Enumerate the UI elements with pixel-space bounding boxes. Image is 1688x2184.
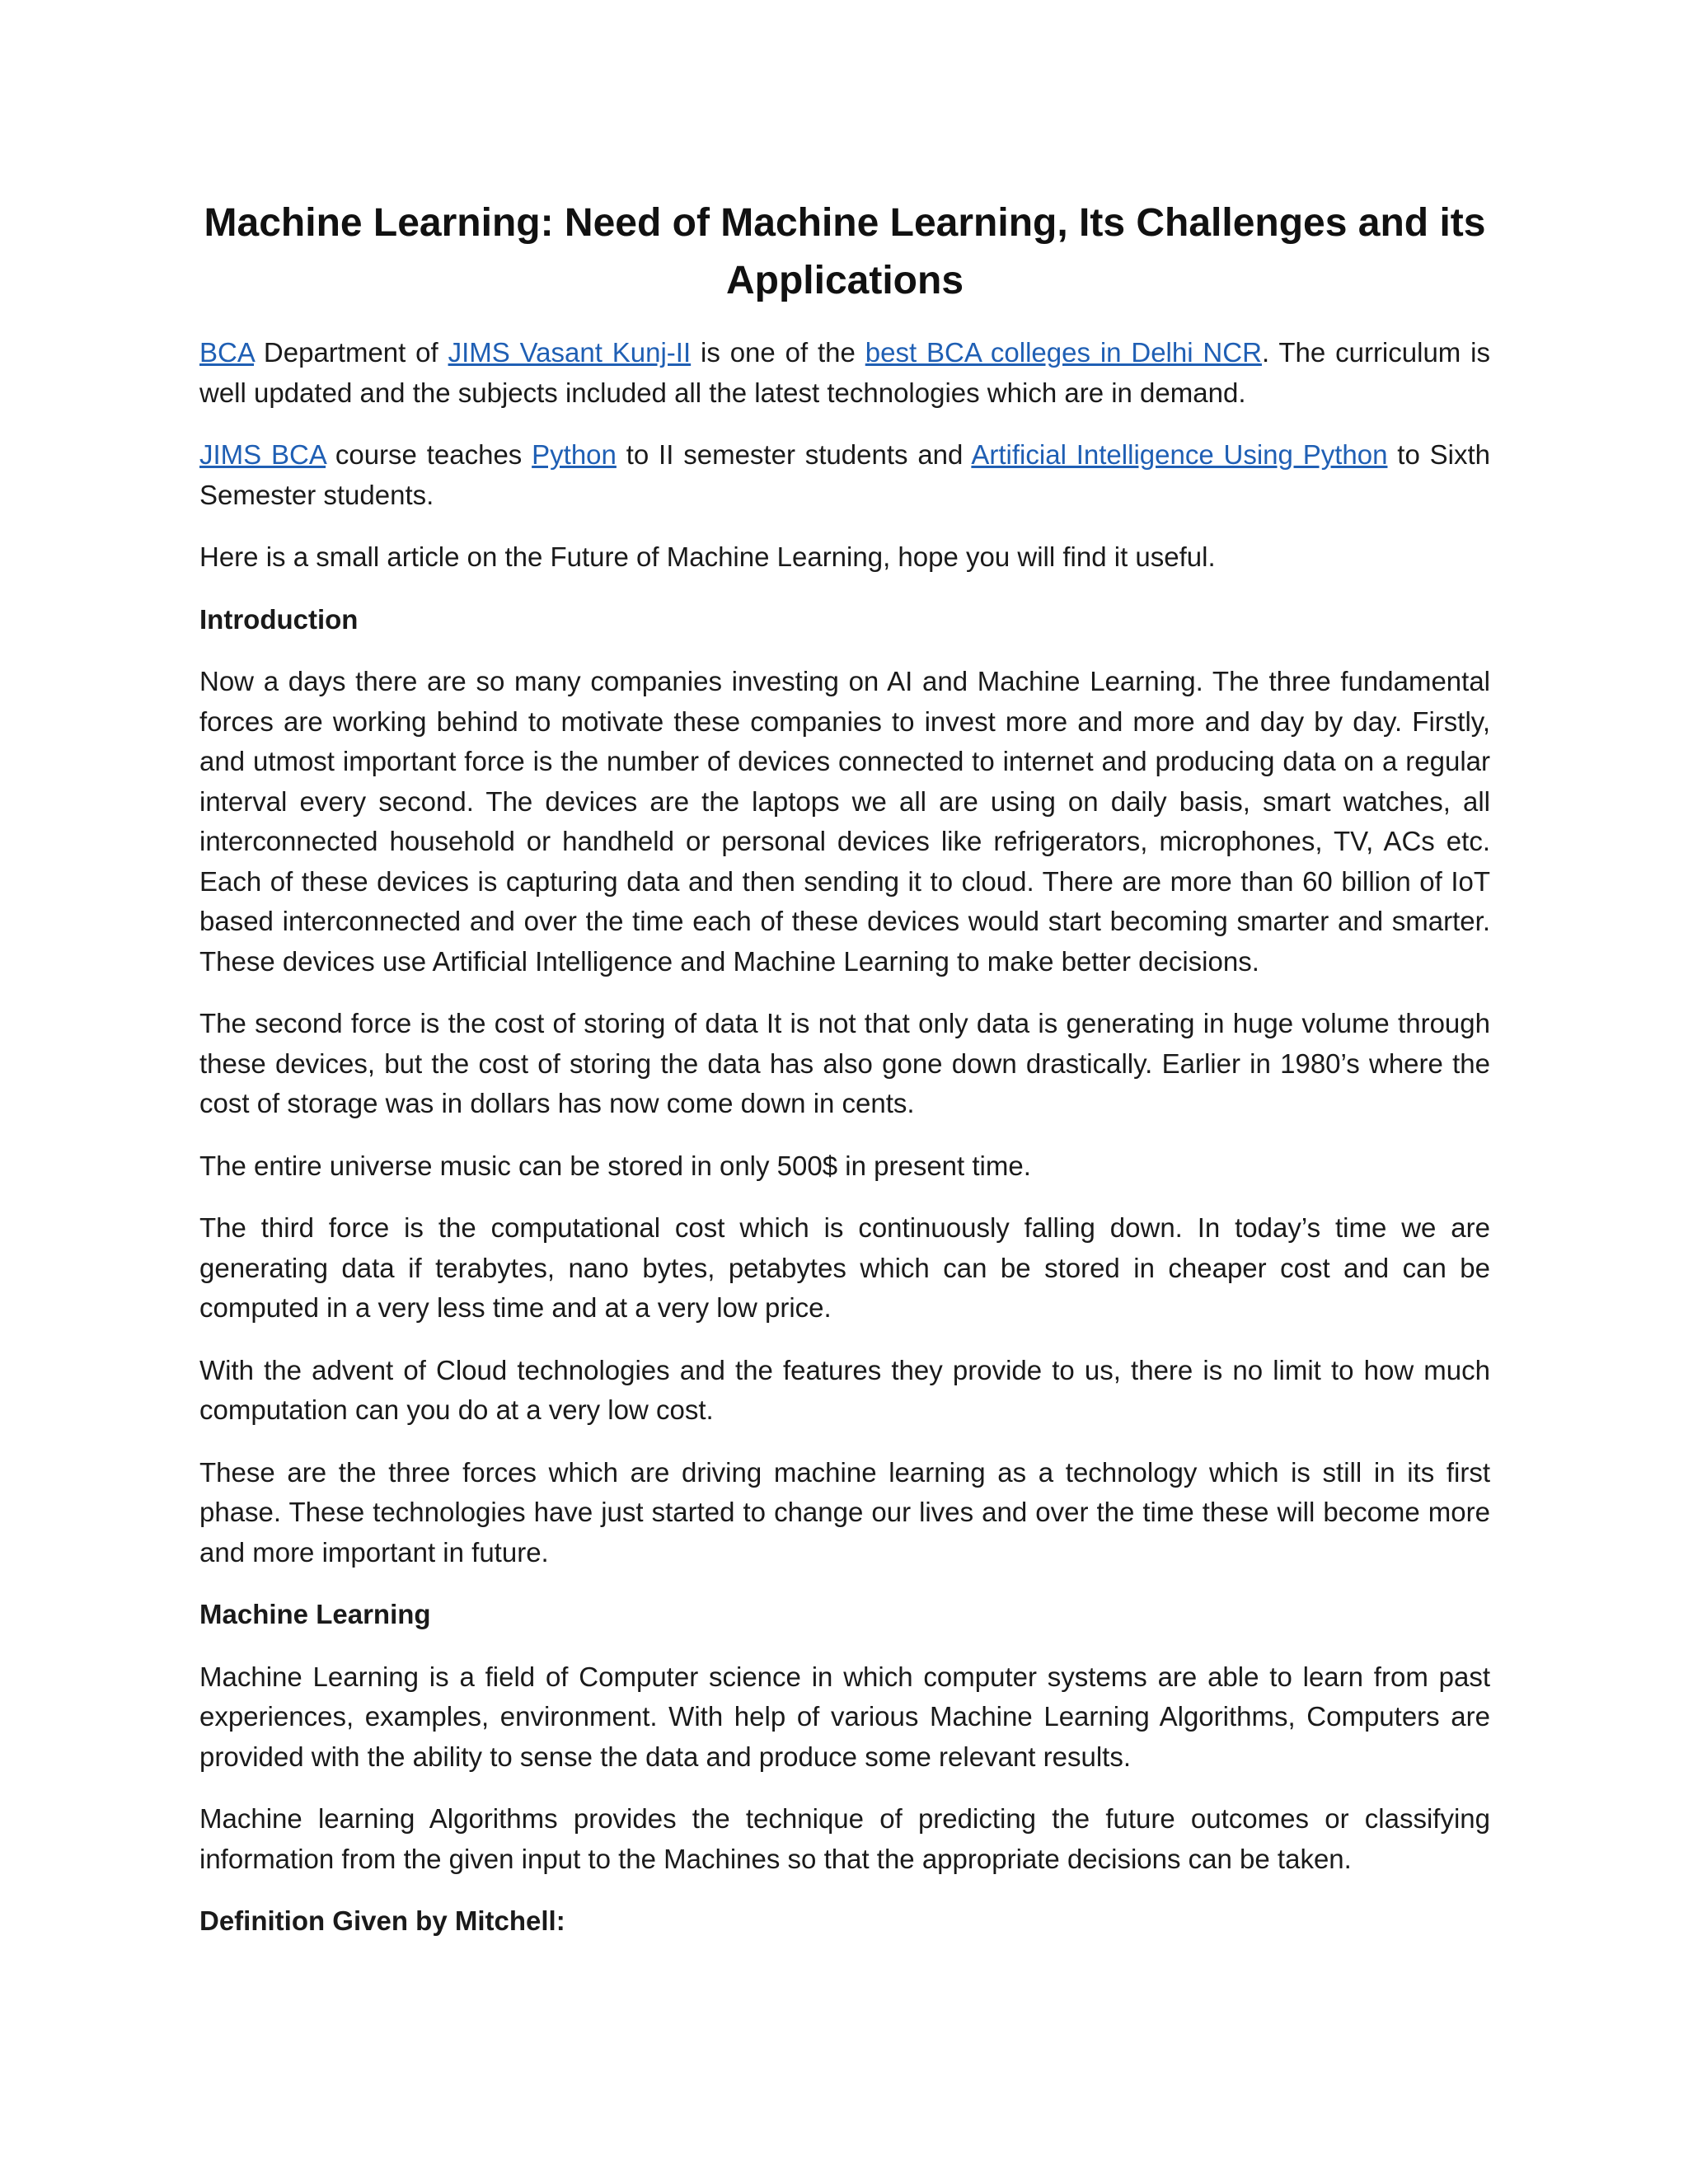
link-python[interactable]: Python	[532, 439, 617, 470]
page-title: Machine Learning: Need of Machine Learning, Its Challenges and its Applications	[204, 201, 1486, 302]
link-jims-vasant-kunj[interactable]: JIMS Vasant Kunj-II	[448, 337, 692, 368]
intro-2-text-1: course teaches	[326, 439, 532, 470]
intro-paragraph-1	[199, 333, 1490, 413]
document-body	[199, 194, 1490, 1964]
paragraph-cloud: With the advent of Cloud technologies and the features they provide to us, there is no limit to how much computation can you do at a very low cost.	[199, 1354, 1490, 1425]
intro-1-text-2: is one of the	[691, 337, 865, 368]
link-ai-using-python[interactable]: Artificial Intelligence Using Python	[971, 439, 1388, 470]
intro-paragraph-2	[199, 435, 1490, 515]
heading-mitchell-definition: Definition Given by Mitchell:	[199, 1905, 565, 1936]
intro-2-text-2: to II semester students and	[616, 439, 972, 470]
heading-machine-learning: Machine Learning	[199, 1599, 431, 1629]
intro-1-text-1: Department of	[254, 337, 448, 368]
link-bca[interactable]: BCA	[199, 337, 255, 368]
paragraph-second-force: The second force is the cost of storing of data It is not that only data is generating in huge volume through these devices, but the cost of storing the data has also gone down drastically. Earlier in 1980’s where the cost of storage was in dollars has now come down in cents.	[199, 1008, 1490, 1118]
intro-1-text-3: . The curriculum is well updated and the subjects included all the latest technologies which are in demand.	[199, 337, 1490, 408]
link-best-bca-colleges[interactable]: best BCA colleges in Delhi NCR	[865, 337, 1262, 368]
heading-introduction: Introduction	[199, 603, 359, 635]
paragraph-ml-algorithms: Machine learning Algorithms provides the technique of predicting the future outcomes or classifying information from the given input to the Machines so that the appropriate decisions can be taken.	[199, 1803, 1490, 1874]
paragraph-three-forces: These are the three forces which are driving machine learning as a technology which is still in its first phase. These technologies have just started to change our lives and over the time these will become more and more important in future.	[199, 1456, 1490, 1568]
intro-2-text-3: to Sixth Semester students.	[199, 439, 1490, 510]
paragraph-forces: Now a days there are so many companies investing on AI and Machine Learning. The three fundamental forces are working behind to motivate these companies to invest more and more and day by day. Firstly, and utmost important force is the number of devices connected to internet and producing data on a regular interval every second. The devices are the laptops we all are using on daily basis, smart watches, all interconnected household or handheld or personal devices like refrigerators, microphones, TV, ACs etc. Each of these devices is capturing data and then sending it to cloud. There are more than 60 billion of IoT based interconnected and over the time each of these devices would start becoming smarter and smarter. These devices use Artificial Intelligence and Machine Learning to make better decisions.	[199, 666, 1490, 977]
paragraph-ml-definition: Machine Learning is a field of Computer science in which computer systems are able to learn from past experiences, examples, environment. With help of various Machine Learning Algorithms, Computers are provided with the ability to sense the data and produce some relevant results.	[199, 1661, 1490, 1772]
paragraph-music: The entire universe music can be stored in only 500$ in present time.	[199, 1150, 1031, 1181]
link-jims-bca[interactable]: JIMS BCA	[199, 439, 326, 470]
intro-paragraph-3: Here is a small article on the Future of Machine Learning, hope you will find it useful.	[199, 541, 1216, 572]
paragraph-third-force: The third force is the computational cost which is continuously falling down. In today’s time we are generating data if terabytes, nano bytes, petabytes which can be stored in cheaper cost and can be computed in a very less time and at a very low price.	[199, 1212, 1490, 1323]
